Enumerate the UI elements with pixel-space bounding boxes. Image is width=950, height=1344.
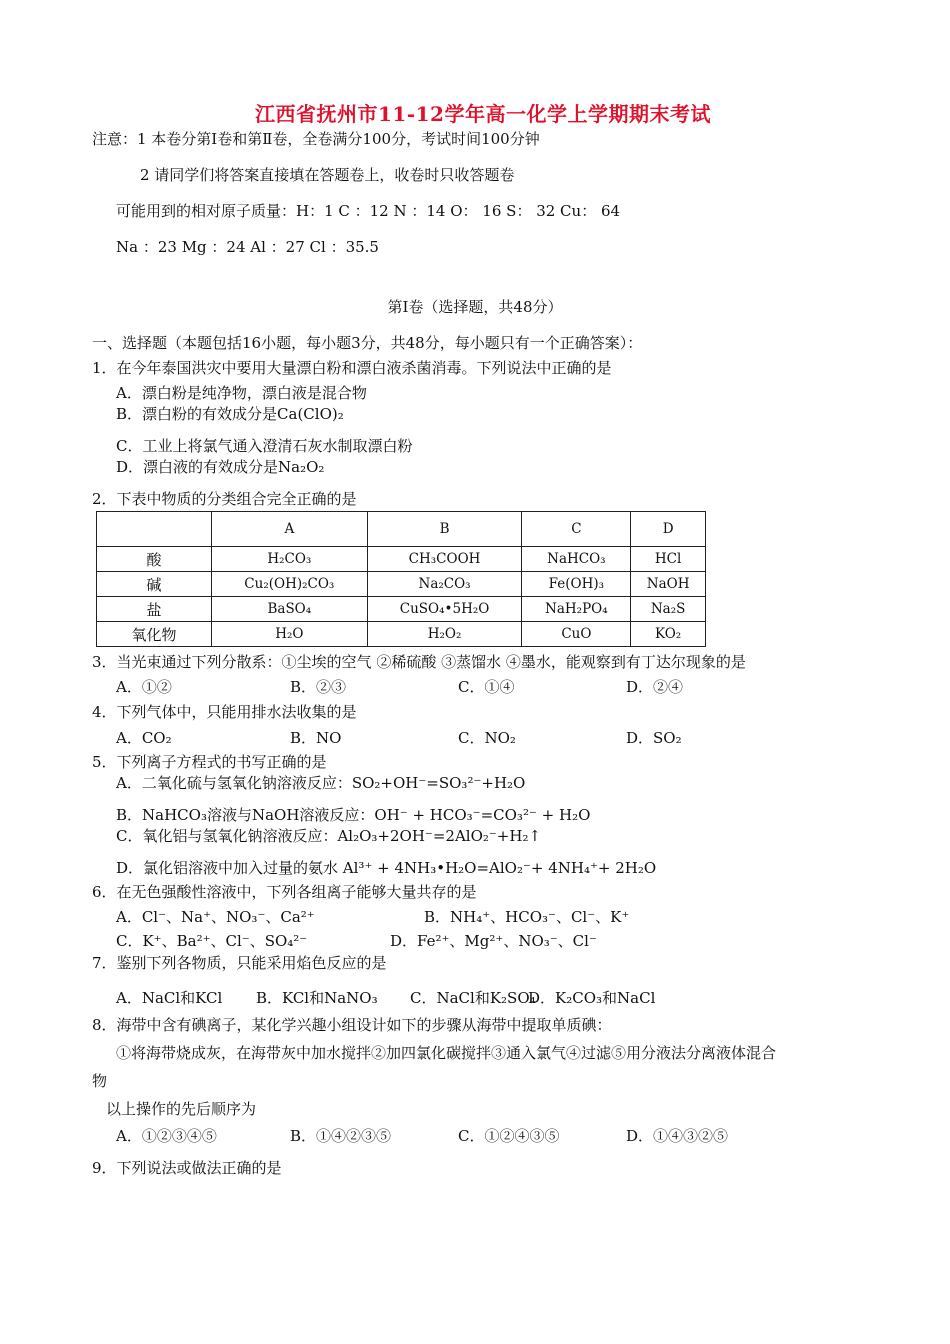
notice-line-2: 2 请同学们将答案直接填在答题卷上，收卷时只收答题卷 [140, 166, 515, 184]
q2-stem: 2．下表中物质的分类组合完全正确的是 [92, 490, 357, 508]
table-cell: HCl [631, 547, 706, 572]
q8-option-c: C．①②④③⑤ [458, 1127, 560, 1145]
table-cell: H₂CO₃ [212, 547, 368, 572]
section-intro: 一、选择题（本题包括16小题，每小题3分，共48分，每小题只有一个正确答案）： [92, 334, 643, 352]
table-cell: H₂O₂ [367, 622, 522, 647]
q5-option-c: C．氧化铝与氢氧化钠溶液反应：Al₂O₃+2OH⁻=2AlO₂⁻+H₂↑ [116, 827, 542, 845]
table-row-header: 碱 [97, 572, 212, 597]
q8-steps: ①将海带烧成灰，在海带灰中加水搅拌②加四氯化碳搅拌③通入氯气④过滤⑤用分液法分离液体混合 [116, 1044, 777, 1062]
q3-stem: 3．当光束通过下列分散系：①尘埃的空气 ②稀硫酸 ③蒸馏水 ④墨水，能观察到有丁达尔现象的是 [92, 653, 746, 671]
q1-option-a: A．漂白粉是纯净物，漂白液是混合物 [116, 384, 367, 402]
atomic-mass-line-2: Na ：23 Mg ：24 Al ：27 Cl ：35.5 [116, 238, 379, 256]
table-cell: Na₂S [631, 597, 706, 622]
q7-stem: 7．鉴别下列各物质，只能采用焰色反应的是 [92, 954, 387, 972]
q5-option-b: B．NaHCO₃溶液与NaOH溶液反应：OH⁻ + HCO₃⁻=CO₃²⁻ + H₂O [116, 806, 591, 824]
table-cell: CuSO₄•5H₂O [367, 597, 522, 622]
table-cell: Na₂CO₃ [367, 572, 522, 597]
table-cell: H₂O [212, 622, 368, 647]
q8-steps-continued: 物 [92, 1072, 108, 1090]
q6-stem: 6．在无色强酸性溶液中，下列各组离子能够大量共存的是 [92, 883, 477, 901]
q5-stem: 5．下列离子方程式的书写正确的是 [92, 753, 327, 771]
q4-option-a: A．CO₂ [116, 729, 172, 747]
notice-line-1: 注意：1 本卷分第Ⅰ卷和第Ⅱ卷，全卷满分100分，考试时间100分钟 [92, 130, 540, 148]
table-row-header: 酸 [97, 547, 212, 572]
q7-option-c: C．NaCl和K₂SO₄ [410, 989, 536, 1007]
table-row-header: 氧化物 [97, 622, 212, 647]
table-header-row [97, 512, 706, 547]
table-cell: Fe(OH)₃ [522, 572, 631, 597]
table-cell: NaOH [631, 572, 706, 597]
table-cell: NaH₂PO₄ [522, 597, 631, 622]
table-cell: Cu₂(OH)₂CO₃ [212, 572, 368, 597]
table-row [97, 572, 706, 597]
table-header-cell: A [212, 512, 368, 547]
q7-option-a: A．NaCl和KCl [116, 989, 223, 1007]
q8-option-d: D．①④③②⑤ [626, 1127, 729, 1145]
table-cell [97, 512, 212, 547]
table-cell: KO₂ [631, 622, 706, 647]
q1-option-d: D．漂白液的有效成分是Na₂O₂ [116, 458, 325, 476]
table-cell: CH₃COOH [367, 547, 522, 572]
q8-order-prompt: 以上操作的先后顺序为 [106, 1100, 257, 1118]
classification-table [96, 511, 706, 647]
q1-option-c: C．工业上将氯气通入澄清石灰水制取漂白粉 [116, 437, 413, 455]
q1-stem: 1．在今年泰国洪灾中要用大量漂白粉和漂白液杀菌消毒。下列说法中正确的是 [92, 359, 612, 377]
q7-option-d: D．K₂CO₃和NaCl [528, 989, 656, 1007]
q1-option-b: B．漂白粉的有效成分是Ca(ClO)₂ [116, 405, 344, 423]
q6-option-a: A．Cl⁻、Na⁺、NO₃⁻、Ca²⁺ [116, 908, 315, 926]
q6-option-d: D．Fe²⁺、Mg²⁺、NO₃⁻、Cl⁻ [390, 932, 597, 950]
q6-option-b: B．NH₄⁺、HCO₃⁻、Cl⁻、K⁺ [424, 908, 630, 926]
q4-stem: 4．下列气体中，只能用排水法收集的是 [92, 703, 357, 721]
table-header-cell: B [367, 512, 522, 547]
table-cell: CuO [522, 622, 631, 647]
q4-option-b: B．NO [290, 729, 342, 747]
section-title: 第Ⅰ卷（选择题，共48分） [387, 298, 563, 316]
q3-option-b: B．②③ [290, 678, 347, 696]
q4-option-d: D．SO₂ [626, 729, 682, 747]
table-row [97, 597, 706, 622]
q3-option-c: C．①④ [458, 678, 515, 696]
table-cell: BaSO₄ [212, 597, 368, 622]
q8-option-b: B．①④②③⑤ [290, 1127, 392, 1145]
table-row [97, 622, 706, 647]
table-header-cell: D [631, 512, 706, 547]
q9-stem: 9．下列说法或做法正确的是 [92, 1159, 282, 1177]
q4-option-c: C．NO₂ [458, 729, 516, 747]
table-row [97, 547, 706, 572]
table-header-cell: C [522, 512, 631, 547]
atomic-mass-line-1: 可能用到的相对原子质量：H：1 C ：12 N ：14 O： 16 S： 32 Cu： 64 [116, 202, 621, 220]
q5-option-a: A．二氧化硫与氢氧化钠溶液反应：SO₂+OH⁻=SO₃²⁻+H₂O [116, 774, 526, 792]
q3-option-a: A．①② [116, 678, 172, 696]
q7-option-b: B．KCl和NaNO₃ [256, 989, 378, 1007]
q6-option-c: C．K⁺、Ba²⁺、Cl⁻、SO₄²⁻ [116, 932, 308, 950]
q8-option-a: A．①②③④⑤ [116, 1127, 217, 1145]
q8-stem: 8．海带中含有碘离子，某化学兴趣小组设计如下的步骤从海带中提取单质碘： [92, 1016, 612, 1034]
q5-option-d: D．氯化铝溶液中加入过量的氨水 Al³⁺ + 4NH₃•H₂O=AlO₂⁻+ 4NH₄⁺+ 2H₂O [116, 859, 657, 877]
page-title: 江西省抚州市11-12学年高一化学上学期期末考试 [255, 102, 711, 126]
table-cell: NaHCO₃ [522, 547, 631, 572]
q3-option-d: D．②④ [626, 678, 684, 696]
table-row-header: 盐 [97, 597, 212, 622]
